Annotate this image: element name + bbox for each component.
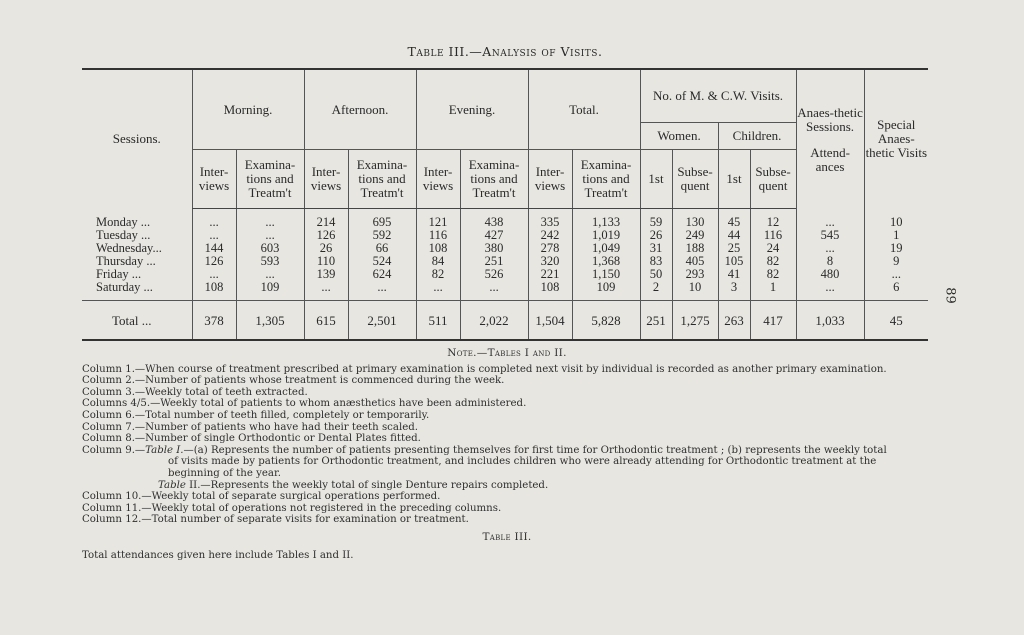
value-cell: 82 <box>750 255 796 268</box>
value-cell: 278 <box>528 242 572 255</box>
value-cell: 2,501 <box>348 301 416 341</box>
value-cell: ... <box>192 229 236 242</box>
value-cell: 45 <box>718 209 750 230</box>
table-body <box>82 209 928 341</box>
value-cell: 109 <box>236 281 304 301</box>
value-cell: 511 <box>416 301 460 341</box>
value-cell: 320 <box>528 255 572 268</box>
note-line: Columns 4/5.—Weekly total of patients to whom anæsthetics have been administered. <box>82 398 527 410</box>
women-first-header: 1st <box>640 150 672 209</box>
mcw-visits-header: No. of M. & C.W. Visits. <box>640 69 796 123</box>
value-cell: 335 <box>528 209 572 230</box>
value-cell: 126 <box>304 229 348 242</box>
children-subsequent-header: Subse-quent <box>750 150 796 209</box>
value-cell: 10 <box>864 209 928 230</box>
value-cell: 2 <box>640 281 672 301</box>
total-row <box>82 301 928 341</box>
visits-analysis-table <box>82 68 928 341</box>
notes-columns <box>82 364 932 445</box>
session-cell: Tuesday ... <box>96 228 151 242</box>
evening-header: Evening. <box>416 69 528 150</box>
value-cell: 126 <box>192 255 236 268</box>
note-table2-label: Table <box>158 479 186 491</box>
value-cell: 1 <box>864 229 928 242</box>
table3-heading: Table III. <box>482 530 532 543</box>
value-cell: 188 <box>672 242 718 255</box>
note-line: Column 6.—Total number of teeth filled, completely or temporarily. <box>82 409 430 421</box>
total-header: Total. <box>528 69 640 150</box>
value-cell: 31 <box>640 242 672 255</box>
value-cell: 41 <box>718 268 750 281</box>
value-cell: ... <box>796 242 864 255</box>
value-cell: 82 <box>416 268 460 281</box>
value-cell: 3 <box>718 281 750 301</box>
note-line: Column 1.—When course of treatment prescribed at primary examination is completed next visit by individual is recorded as another primary examination. <box>82 363 887 375</box>
value-cell: 116 <box>416 229 460 242</box>
page-title: Table III.—Analysis of Visits. <box>407 44 603 59</box>
value-cell: 109 <box>572 281 640 301</box>
value-cell: 293 <box>672 268 718 281</box>
table-row <box>82 281 928 301</box>
value-cell: 417 <box>750 301 796 341</box>
note-col9-prefix: Column 9.— <box>82 444 146 456</box>
evening-interviews-header: Inter-views <box>416 150 460 209</box>
note-line: Column 11.—Weekly total of operations not registered in the preceding columns. <box>82 502 502 514</box>
note-table2 <box>82 480 932 492</box>
value-cell: 110 <box>304 255 348 268</box>
value-cell: 108 <box>528 281 572 301</box>
value-cell: 130 <box>672 209 718 230</box>
value-cell: 9 <box>864 255 928 268</box>
note-line: Column 8.—Number of single Orthodontic or Dental Plates fitted. <box>82 433 421 445</box>
value-cell: 116 <box>750 229 796 242</box>
value-cell: ... <box>236 229 304 242</box>
session-cell: Total ... <box>82 301 192 341</box>
value-cell: 139 <box>304 268 348 281</box>
morning-header: Morning. <box>192 69 304 150</box>
value-cell: 1,150 <box>572 268 640 281</box>
value-cell: 84 <box>416 255 460 268</box>
value-cell: ... <box>348 281 416 301</box>
value-cell: 5,828 <box>572 301 640 341</box>
attendances-label: Attend-ances <box>810 145 850 175</box>
value-cell: 26 <box>640 229 672 242</box>
value-cell: 105 <box>718 255 750 268</box>
evening-exams-header: Examina-tions and Treatm't <box>460 150 528 209</box>
value-cell: 82 <box>750 268 796 281</box>
value-cell: 25 <box>718 242 750 255</box>
women-subsequent-header: Subse-quent <box>672 150 718 209</box>
afternoon-exams-header: Examina-tions and Treatm't <box>348 150 416 209</box>
note-column-9 <box>82 445 932 457</box>
morning-exams-header: Examina-tions and Treatm't <box>236 150 304 209</box>
value-cell: 438 <box>460 209 528 230</box>
notes-section <box>82 348 932 561</box>
sessions-header: Sessions. <box>82 69 192 209</box>
value-cell: 1 <box>750 281 796 301</box>
value-cell: 214 <box>304 209 348 230</box>
value-cell: 45 <box>864 301 928 341</box>
value-cell: ... <box>864 268 928 281</box>
value-cell: 83 <box>640 255 672 268</box>
session-cell: Monday ... <box>96 214 151 229</box>
value-cell: 524 <box>348 255 416 268</box>
children-header: Children. <box>718 123 796 150</box>
value-cell: 1,019 <box>572 229 640 242</box>
value-cell: 263 <box>718 301 750 341</box>
value-cell: ... <box>236 209 304 230</box>
anaes-sessions-label: Anaes-thetic Sessions. <box>797 105 863 135</box>
value-cell: 380 <box>460 242 528 255</box>
value-cell: 44 <box>718 229 750 242</box>
note-line: Column 10.—Weekly total of separate surgical operations performed. <box>82 491 441 503</box>
value-cell: 6 <box>864 281 928 301</box>
note-table2-text: II.—Represents the weekly total of single Denture repairs completed. <box>189 479 549 491</box>
value-cell: 12 <box>750 209 796 230</box>
note-line: Column 12.—Total number of separate visits for examination or treatment. <box>82 514 469 526</box>
value-cell: 144 <box>192 242 236 255</box>
value-cell: ... <box>236 268 304 281</box>
value-cell: 378 <box>192 301 236 341</box>
value-cell: ... <box>192 209 236 230</box>
value-cell: 242 <box>528 229 572 242</box>
anaes-sessions-header <box>796 69 864 209</box>
value-cell: 10 <box>672 281 718 301</box>
value-cell: ... <box>796 281 864 301</box>
value-cell: 221 <box>528 268 572 281</box>
value-cell: 592 <box>348 229 416 242</box>
children-first-header: 1st <box>718 150 750 209</box>
total-interviews-header: Inter-views <box>528 150 572 209</box>
session-cell: Thursday ... <box>96 254 156 268</box>
afternoon-interviews-header: Inter-views <box>304 150 348 209</box>
total-exams-header: Examina-tions and Treatm't <box>572 150 640 209</box>
note-col9-table-label: Table I. <box>145 444 184 456</box>
value-cell: 108 <box>416 242 460 255</box>
value-cell: 66 <box>348 242 416 255</box>
value-cell: 251 <box>460 255 528 268</box>
note-line: Column 7.—Number of patients who have had their teeth scaled. <box>82 421 419 433</box>
women-header: Women. <box>640 123 718 150</box>
value-cell: 50 <box>640 268 672 281</box>
value-cell: 1,049 <box>572 242 640 255</box>
value-cell: 427 <box>460 229 528 242</box>
value-cell: 1,033 <box>796 301 864 341</box>
note-col9-line3: beginning of the year. <box>168 467 281 479</box>
value-cell: 545 <box>796 229 864 242</box>
value-cell: 8 <box>796 255 864 268</box>
value-cell: 593 <box>236 255 304 268</box>
note-line: Column 3.—Weekly total of teeth extracted. <box>82 386 308 398</box>
value-cell: ... <box>416 281 460 301</box>
value-cell: 2,022 <box>460 301 528 341</box>
special-anaes-header: Special Anaes-thetic Visits <box>864 69 928 209</box>
value-cell: 624 <box>348 268 416 281</box>
table-row <box>82 209 928 230</box>
value-cell: ... <box>796 209 864 230</box>
value-cell: 1,305 <box>236 301 304 341</box>
session-cell: Friday ... <box>96 267 142 281</box>
value-cell: 1,504 <box>528 301 572 341</box>
value-cell: 19 <box>864 242 928 255</box>
session-cell: Saturday ... <box>96 280 153 294</box>
value-cell: ... <box>192 268 236 281</box>
afternoon-header: Afternoon. <box>304 69 416 150</box>
value-cell: 251 <box>640 301 672 341</box>
note-col9-line2: of visits made by patients for Orthodontic treatment, and includes children who were already attending for Orthodontic treatment at the <box>168 456 877 468</box>
value-cell: 526 <box>460 268 528 281</box>
value-cell: 1,368 <box>572 255 640 268</box>
value-cell: 695 <box>348 209 416 230</box>
value-cell: ... <box>304 281 348 301</box>
value-cell: 24 <box>750 242 796 255</box>
session-cell: Wednesday... <box>96 241 162 255</box>
page-number: 89 <box>942 287 958 304</box>
table3-note: Total attendances given here include Tables I and II. <box>82 549 354 561</box>
value-cell: ... <box>460 281 528 301</box>
notes-heading: Note.—Tables I and II. <box>447 347 567 359</box>
note-col9-line1: —(a) Represents the number of patients presenting themselves for first time for Orthodontic treatment ; (b) represents the weekly total <box>183 444 887 456</box>
value-cell: 108 <box>192 281 236 301</box>
notes-columns-after <box>82 491 932 526</box>
value-cell: 249 <box>672 229 718 242</box>
value-cell: 59 <box>640 209 672 230</box>
value-cell: 1,275 <box>672 301 718 341</box>
value-cell: 603 <box>236 242 304 255</box>
value-cell: 405 <box>672 255 718 268</box>
value-cell: 480 <box>796 268 864 281</box>
value-cell: 1,133 <box>572 209 640 230</box>
value-cell: 615 <box>304 301 348 341</box>
value-cell: 121 <box>416 209 460 230</box>
note-line: Column 2.—Number of patients whose treatment is commenced during the week. <box>82 375 505 387</box>
value-cell: 26 <box>304 242 348 255</box>
morning-interviews-header: Inter-views <box>192 150 236 209</box>
